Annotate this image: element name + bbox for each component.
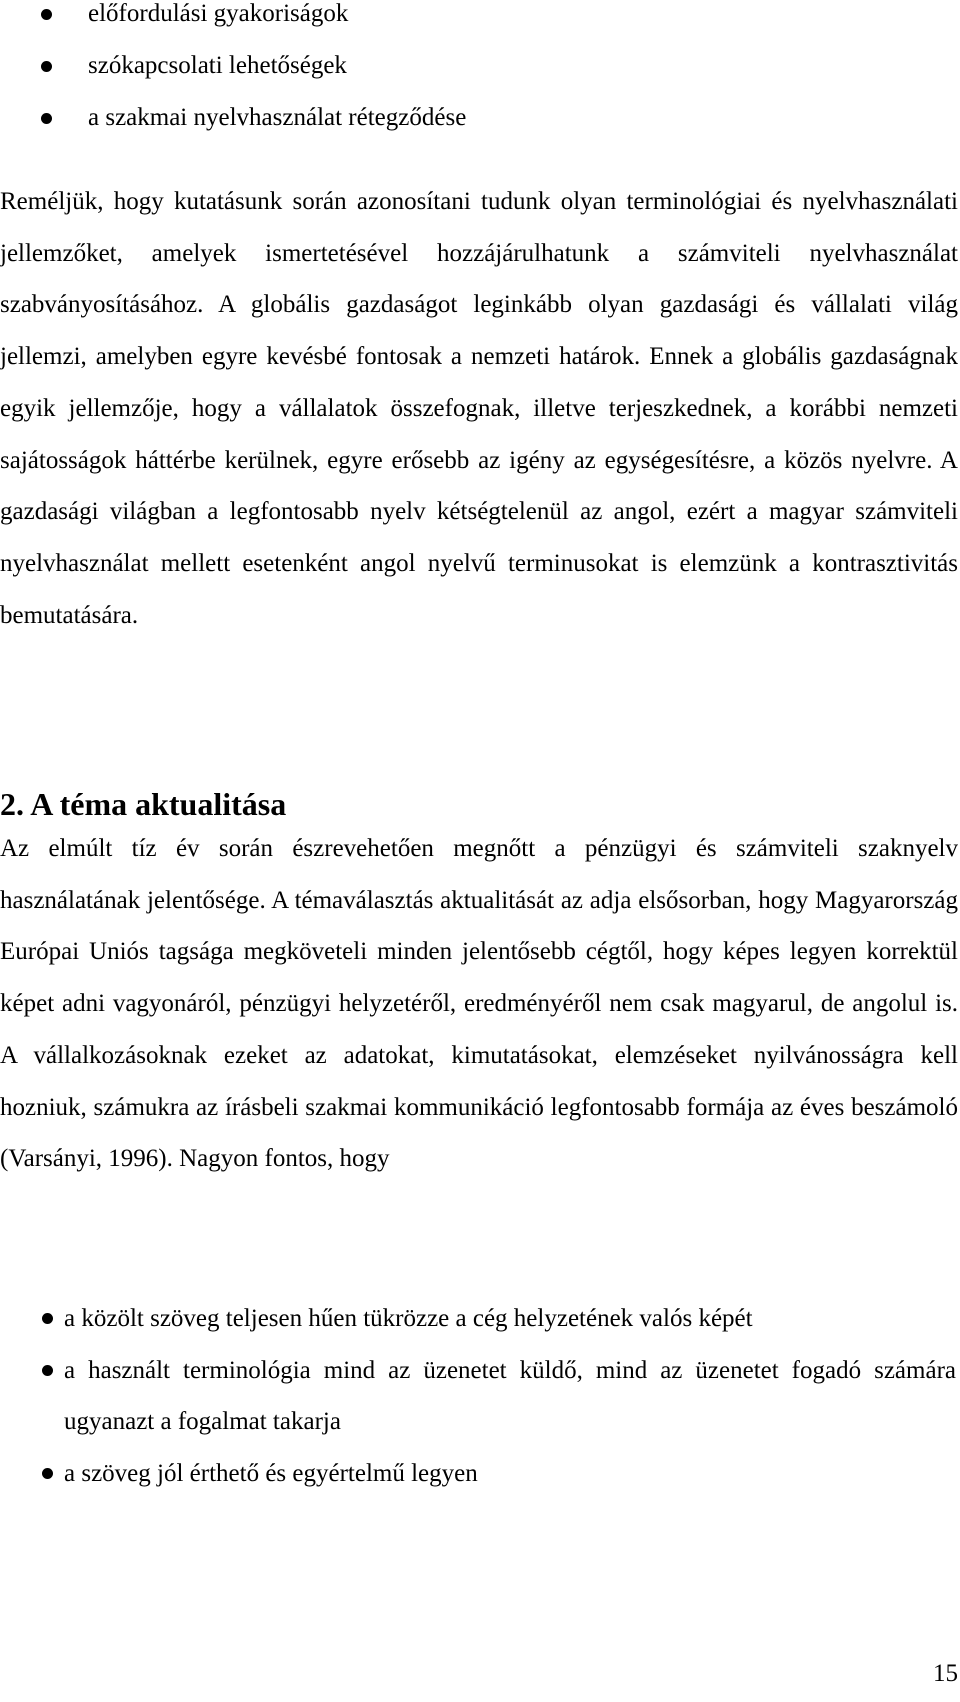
list-item-text: a közölt szöveg teljesen hűen tükrözze a cég helyzetének valós képét	[64, 1305, 753, 1332]
list-item-text: a szakmai nyelvhasználat rétegződése	[88, 104, 467, 131]
bullet-icon	[42, 1468, 53, 1479]
list-item-text: előfordulási gyakoriságok	[88, 0, 349, 27]
list-item	[0, 0, 960, 46]
list-item-text: a szöveg jól érthető és egyértelmű legyen	[64, 1460, 478, 1488]
bullet-icon	[41, 113, 52, 124]
bullet-icon	[41, 61, 52, 72]
list-item-text: szókapcsolati lehetőségek	[88, 52, 347, 79]
body-paragraph-2: Az elmúlt tíz év során észrevehetően megnőtt a pénzügyi és számviteli szaknyelv használatának jelentősége. A témaválasztás aktualitását az adja elsősorban, hogy Magyarország Európai Uniós tagsága megköveteli minden jelentősebb cégtől, hogy képes legyen korrektül képet adni vagyonáról, pénzügyi helyzetéről, eredményéről nem csak magyarul, de angolul is. A vállalkozásoknak ezeket az adatokat, kimutatásokat, elemzéseket nyilvánosságra kell hozniuk, számukra az írásbeli szakmai kommunikáció legfontosabb formája az éves beszámoló (Varsányi, 1996). Nagyon fontos, hogy	[0, 835, 958, 1173]
bullet-icon	[42, 1365, 53, 1376]
bullet-icon	[41, 9, 52, 20]
list-item	[0, 1293, 958, 1345]
list-item	[0, 98, 960, 150]
list-item	[0, 1345, 958, 1448]
list-item-text: a használt terminológia mind az üzenetet küldő, mind az üzenetet fogadó számára ugyanazt a fogalmat takarja	[64, 1356, 956, 1436]
bullet-icon	[42, 1313, 53, 1324]
body-paragraph-1: Reméljük, hogy kutatásunk során azonosítani tudunk olyan terminológiai és nyelvhasználati jellemzőket, amelyek ismertetésével hozzájárulhatunk a számviteli nyelvhasználat szabványosításához. A globális gazdaságot leginkább olyan gazdasági és vállalati világ jellemzi, amelyben egyre kevésbé fontosak a nemzeti határok. Ennek a globális gazdaságnak egyik jellemzője, hogy a vállalatok összefognak, illetve terjeszkednek, a korábbi nemzeti sajátosságok háttérbe kerülnek, egyre erősebb az igény az egységesítésre, a közös nyelvre. A gazdasági világban a legfontosabb nyelv kétségtelenül az angol, ezért a magyar számviteli nyelvhasználat mellett esetenként angol nyelvű terminusokat is elemzünk a kontrasztivitás bemutatására.	[0, 188, 958, 629]
section-heading: 2. A téma aktualitása	[0, 786, 287, 822]
list-item	[0, 1448, 958, 1500]
top-bullet-list	[0, 0, 960, 150]
bottom-bullet-list	[0, 1293, 958, 1500]
list-item	[0, 46, 960, 98]
page-number: 15	[933, 1660, 958, 1687]
